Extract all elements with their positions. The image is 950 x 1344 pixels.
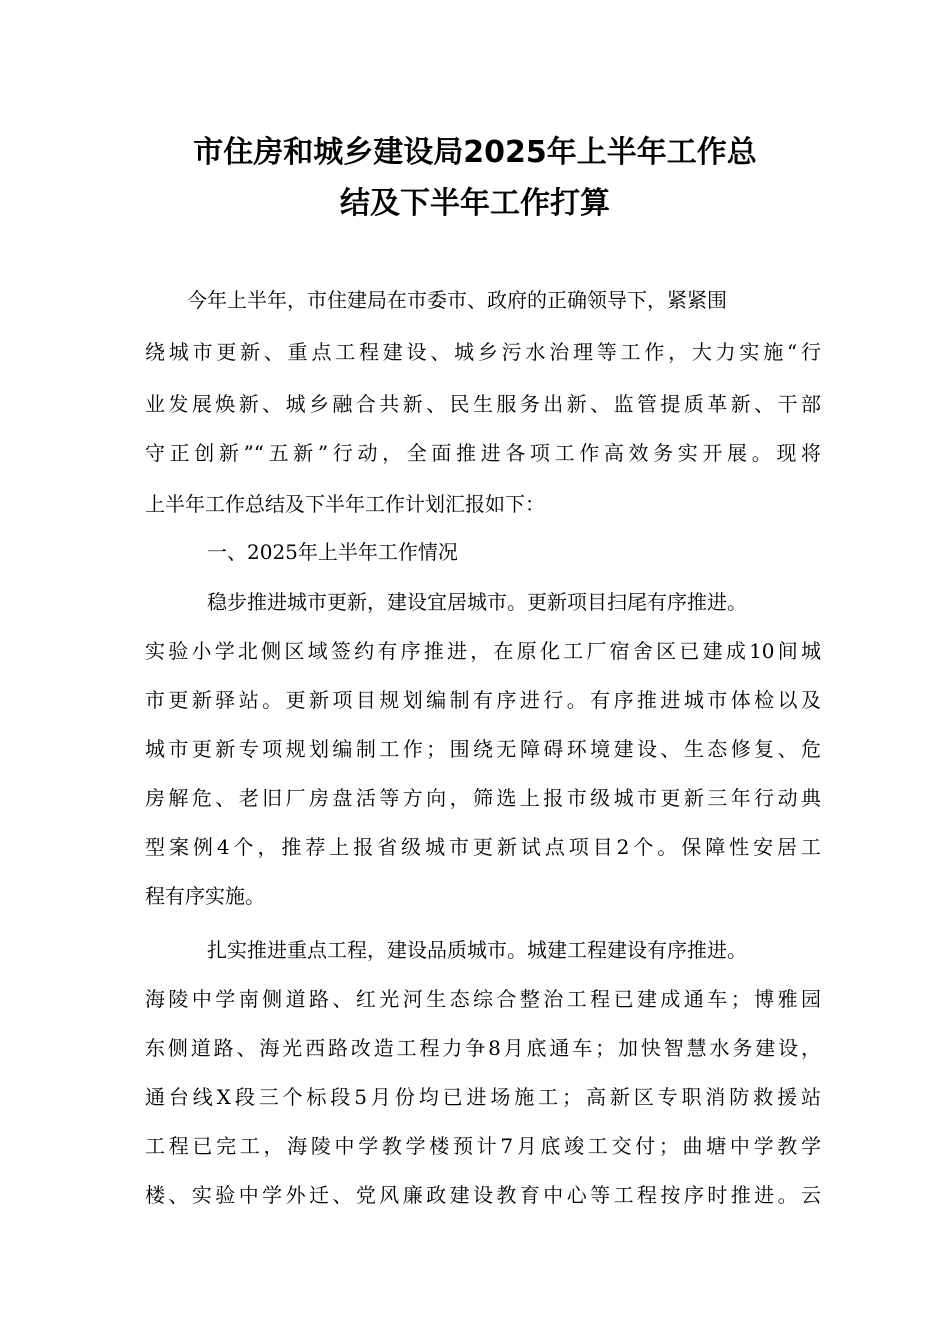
- para1-line-5: 房解危、老旧厂房盘活等方向，筛选上报市级城市更新三年行动典: [145, 786, 821, 810]
- para2-line-6: 楼、实验中学外迁、党风廉政建设教育中心等工程按序时推进。云: [145, 1183, 821, 1207]
- intro-line-5: 上半年工作总结及下半年工作计划汇报如下：: [145, 492, 545, 516]
- section-heading: 一、2025年上半年工作情况: [207, 540, 458, 564]
- intro-line-4: 守正创新”“五新”行动，全面推进各项工作高效务实开展。现将: [145, 441, 821, 465]
- para1-line-7: 程有序实施。: [145, 884, 265, 908]
- para1-line-4: 城市更新专项规划编制工作；围绕无障碍环境建设、生态修复、危: [145, 737, 821, 761]
- intro-line-2: 绕城市更新、重点工程建设、城乡污水治理等工作，大力实施“行: [145, 340, 821, 364]
- intro-line-1: 今年上半年，市住建局在市委市、政府的正确领导下，紧紧围: [187, 288, 727, 312]
- intro-line-3: 业发展焕新、城乡融合共新、民生服务出新、监管提质革新、干部: [145, 392, 821, 416]
- document-title-line-1: 市住房和城乡建设局2025年上半年工作总: [193, 135, 757, 170]
- para2-line-3: 东侧道路、海光西路改造工程力争8月底通车；加快智慧水务建设，: [145, 1036, 821, 1060]
- para1-line-2: 实验小学北侧区域签约有序推进，在原化工厂宿舍区已建成10间城: [145, 639, 821, 663]
- para2-line-1: 扎实推进重点工程，建设品质城市。城建工程建设有序推进。: [207, 938, 747, 962]
- para1-line-6: 型案例4个，推荐上报省级城市更新试点项目2个。保障性安居工: [145, 835, 821, 859]
- para2-line-2: 海陵中学南侧道路、红光河生态综合整治工程已建成通车；博雅园: [145, 987, 821, 1011]
- para1-line-1: 稳步推进城市更新，建设宜居城市。更新项目扫尾有序推进。: [207, 590, 747, 614]
- document-title-line-2: 结及下半年工作打算: [340, 186, 610, 221]
- para2-line-5: 工程已完工，海陵中学教学楼预计7月底竣工交付；曲塘中学教学: [145, 1134, 821, 1158]
- para1-line-3: 市更新驿站。更新项目规划编制有序进行。有序推进城市体检以及: [145, 688, 821, 712]
- para2-line-4: 通台线X段三个标段5月份均已进场施工；高新区专职消防救援站: [145, 1085, 821, 1109]
